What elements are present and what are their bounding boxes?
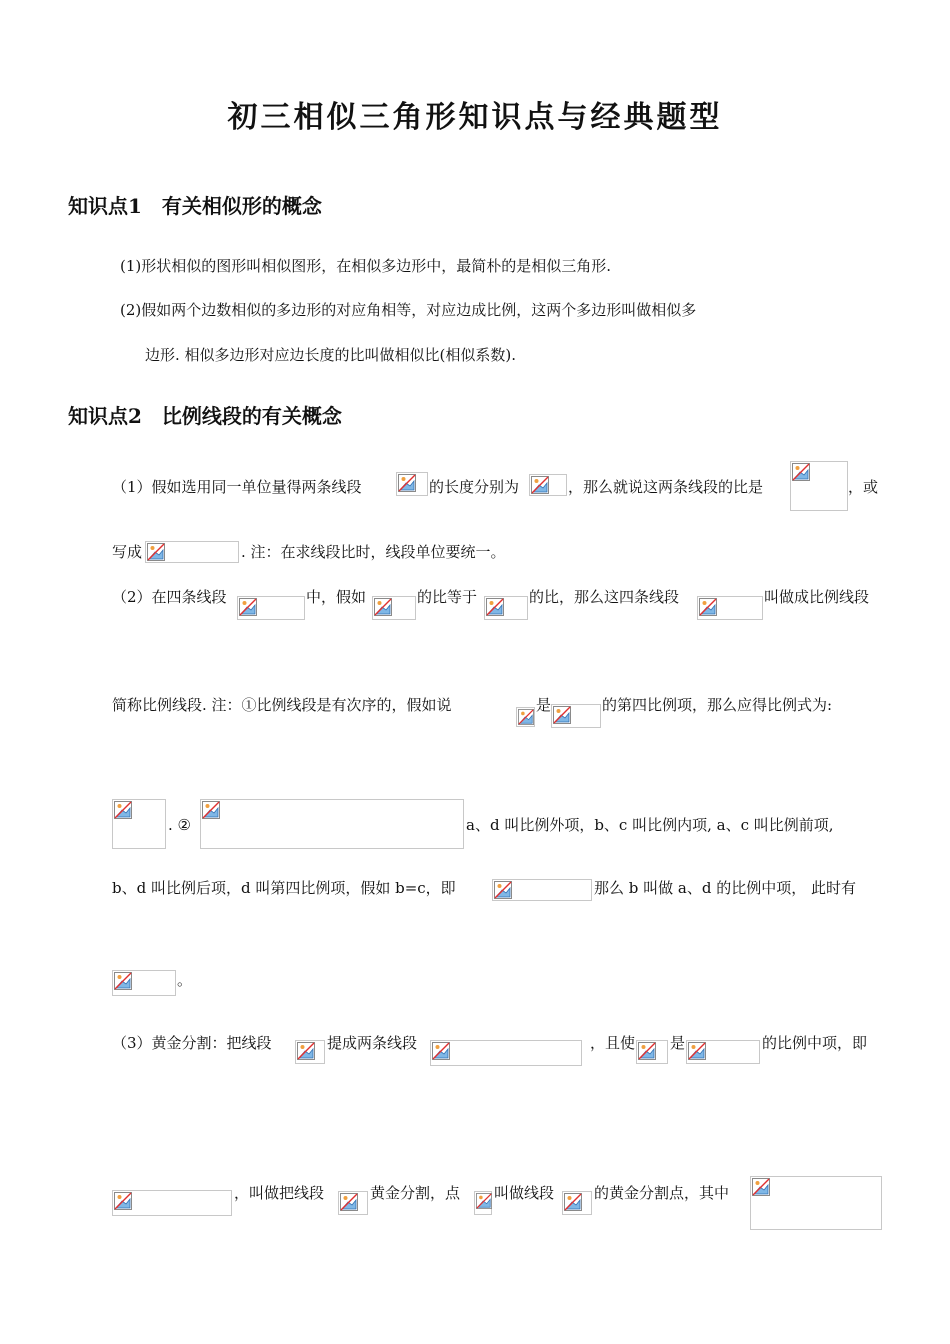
broken-image-icon — [432, 1042, 450, 1060]
text-run: （2）在四条线段 — [112, 588, 227, 606]
text-run: （3）黄金分割：把线段 — [112, 1034, 272, 1052]
text-run: 。 — [177, 971, 193, 989]
text-run: 简称比例线段. 注：①比例线段是有次序的，假如说 — [112, 696, 452, 714]
text-run: ，那么就说这两条线段的比是 — [568, 478, 764, 496]
text-run: 是 — [670, 1034, 686, 1052]
broken-image-icon — [202, 801, 220, 819]
text-run: 的第四比例项，那么应得比例式为: — [602, 696, 833, 714]
formula-image — [551, 704, 601, 728]
text-run: 是 — [536, 696, 552, 714]
text-run: 那么 b 叫做 a、d 的比例中项， 此时有 — [594, 879, 856, 897]
formula-image — [697, 596, 763, 620]
text-run: a、d 叫比例外项，b、c 叫比例内项, a、c 叫比例前项, — [466, 816, 834, 834]
text-run: . 注：在求线段比时，线段单位要统一。 — [241, 543, 506, 561]
formula-image — [372, 596, 416, 620]
section-heading-2: 知识点2 比例线段的有关概念 — [68, 404, 342, 428]
formula-image — [474, 1191, 492, 1215]
formula-image — [430, 1040, 582, 1066]
formula-image — [145, 541, 239, 563]
paragraph: (2)假如两个边数相似的多边形的对应角相等，对应边成比例，这两个多边形叫做相似多 — [120, 301, 697, 319]
formula-image — [686, 1040, 760, 1064]
text-run: 提成两条线段 — [327, 1034, 418, 1052]
formula-image — [529, 474, 567, 496]
formula-image — [750, 1176, 882, 1230]
broken-image-icon — [564, 1193, 582, 1211]
broken-image-icon — [792, 463, 810, 481]
formula-image — [562, 1191, 592, 1215]
formula-image — [516, 707, 535, 727]
formula-image — [484, 596, 528, 620]
formula-image — [338, 1191, 368, 1215]
broken-image-icon — [114, 972, 132, 990]
text-run: 叫做线段 — [494, 1184, 555, 1202]
text-run: 中，假如 — [306, 588, 367, 606]
formula-image — [200, 799, 464, 849]
formula-image — [112, 970, 176, 996]
formula-image — [636, 1040, 668, 1064]
text-run: 的比，那么这四条线段 — [529, 588, 680, 606]
formula-image — [790, 461, 848, 511]
text-run: 叫做成比例线段 — [764, 588, 870, 606]
formula-image — [112, 1190, 232, 1216]
broken-image-icon — [114, 1192, 132, 1210]
text-run: ，叫做把线段 — [234, 1184, 325, 1202]
formula-image — [396, 472, 428, 496]
text-run: 的比等于 — [417, 588, 478, 606]
broken-image-icon — [553, 706, 571, 724]
text-run: 的长度分别为 — [429, 478, 520, 496]
text-run: ，或 — [848, 478, 879, 496]
text-run: b、d 叫比例后项，d 叫第四比例项，假如 b=c，即 — [112, 879, 456, 897]
paragraph: 边形. 相似多边形对应边长度的比叫做相似比(相似系数). — [145, 346, 517, 364]
text-run: 黄金分割，点 — [370, 1184, 461, 1202]
formula-image — [237, 596, 305, 620]
broken-image-icon — [699, 598, 717, 616]
broken-image-icon — [518, 709, 534, 725]
page-title: 初三相似三角形知识点与经典题型 — [227, 100, 723, 135]
broken-image-icon — [638, 1042, 656, 1060]
section-heading-1: 知识点1 有关相似形的概念 — [68, 194, 322, 218]
broken-image-icon — [486, 598, 504, 616]
text-run: （1）假如选用同一单位量得两条线段 — [112, 478, 362, 496]
broken-image-icon — [239, 598, 257, 616]
formula-image — [492, 879, 592, 901]
broken-image-icon — [147, 543, 165, 561]
broken-image-icon — [398, 474, 416, 492]
broken-image-icon — [531, 476, 549, 494]
formula-image — [112, 799, 166, 849]
broken-image-icon — [374, 598, 392, 616]
broken-image-icon — [340, 1193, 358, 1211]
text-run: 的黄金分割点，其中 — [594, 1184, 730, 1202]
broken-image-icon — [688, 1042, 706, 1060]
broken-image-icon — [297, 1042, 315, 1060]
broken-image-icon — [114, 801, 132, 819]
formula-image — [295, 1040, 325, 1064]
paragraph: (1)形状相似的图形叫相似图形，在相似多边形中，最简朴的是相似三角形. — [120, 257, 612, 275]
text-run: . ② — [168, 816, 191, 834]
text-run: ，且使 — [590, 1034, 636, 1052]
text-run: 的比例中项，即 — [762, 1034, 868, 1052]
broken-image-icon — [752, 1178, 770, 1196]
text-run: 写成 — [112, 543, 143, 561]
broken-image-icon — [476, 1193, 492, 1209]
broken-image-icon — [494, 881, 512, 899]
